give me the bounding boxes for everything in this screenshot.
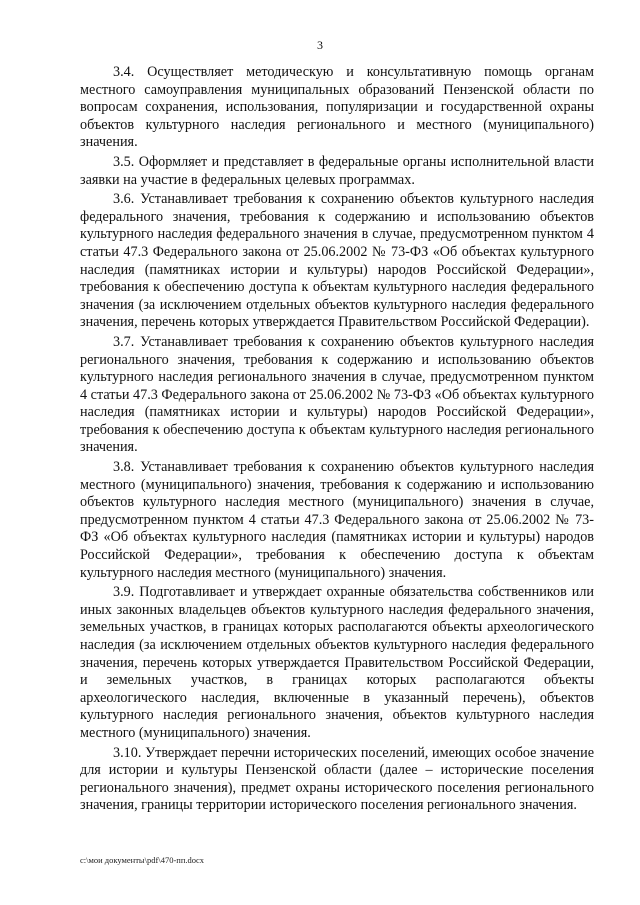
paragraph-3-8: 3.8. Устанавливает требования к сохранению объектов культурного наследия местного (муниципального) значения, требования к содержанию и использованию объектов культурного наследия местного (муниципального) значения в случае, предусмотренном пунктом 4 статьи 47.3 Федерального закона от 25.06.2002 № 73-ФЗ «Об объектах культурного наследия (памятниках истории и культуры) народов Российской Федерации», требования к обеспечению доступа к объектам культурного наследия местного (муниципального) значения.	[80, 459, 594, 581]
paragraph-3-7: 3.7. Устанавливает требования к сохранению объектов культурного наследия регионального значения, требования к содержанию и использованию объектов культурного наследия регионального значения в случае, предусмотренном пунктом 4 статьи 47.3 Федерального закона от 25.06.2002 № 73-ФЗ «Об объектах культурного наследия (памятниках истории и культуры) народов Российской Федерации», требования к обеспечению доступа к объектам культурного наследия регионального значения.	[80, 333, 594, 456]
paragraph-3-9: 3.9. Подготавливает и утверждает охранные обязательства собственников или иных законных владельцев объектов культурного наследия федерального значения, земельных участков, в границах которых располагаются объекты археологического наследия (за исключением отдельных объектов культурного наследия федерального значения, перечень которых утверждается Правительством Российской Федерации, и земельных участков, в границах которых располагаются объекты археологического наследия, включенные в указанный перечень), объектов культурного наследия регионального значения, объектов культурного наследия местного (муниципального) значения.	[80, 584, 594, 741]
paragraph-3-10: 3.10. Утверждает перечни исторических поселений, имеющих особое значение для истории и культуры Пензенской области (далее – исторические поселения регионального значения), предмет охраны исторического поселения регионального значения, границы территории исторического поселения регионального значения.	[80, 744, 594, 814]
paragraph-3-5: 3.5. Оформляет и представляет в федеральные органы исполнительной власти заявки на участие в федеральных целевых программах.	[80, 153, 594, 188]
footer-file-path: c:\мои документы\pdf\470-пп.docx	[80, 855, 205, 865]
page-number: 3	[317, 38, 323, 52]
paragraph-3-4: 3.4. Осуществляет методическую и консультативную помощь органам местного самоуправления муниципальных образований Пензенской области по вопросам сохранения, использования, популяризации и государственной охраны объектов культурного наследия регионального и местного (муниципального) значения.	[80, 64, 594, 151]
document-body	[80, 64, 594, 817]
paragraph-3-6: 3.6. Устанавливает требования к сохранению объектов культурного наследия федерального значения, требования к содержанию и использованию объектов культурного наследия федерального значения в случае, предусмотренном пунктом 4 статьи 47.3 Федерального закона от 25.06.2002 № 73-ФЗ «Об объектах культурного наследия (памятниках истории и культуры) народов Российской Федерации», требования к обеспечению доступа к объектам культурного наследия федерального значения (за исключением отдельных объектов культурного наследия федерального значения, перечень которых утверждается Правительством Российской Федерации).	[80, 191, 594, 331]
